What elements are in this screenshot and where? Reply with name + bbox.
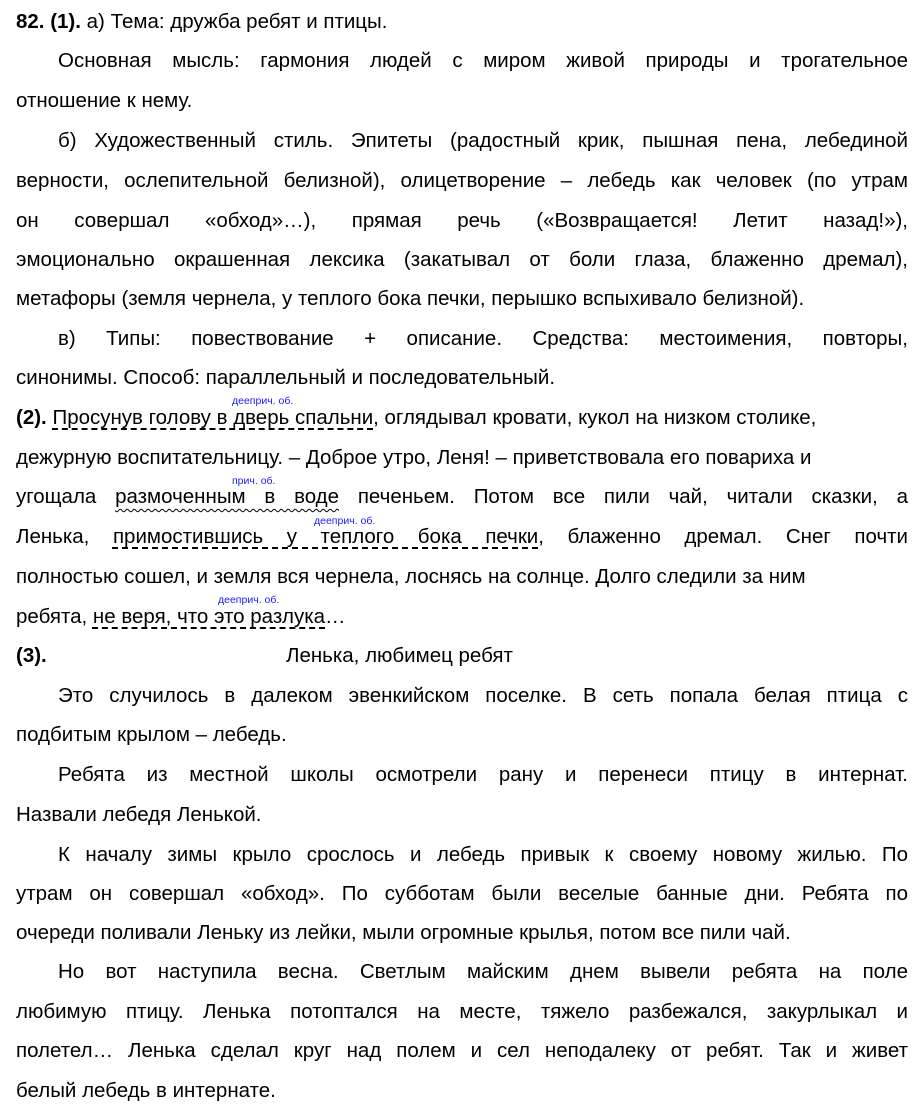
story-line-7: очереди поливали Леньку из лейки, мыли огромные крылья, потом все пили чай.: [16, 921, 791, 944]
part2-label: (2).: [16, 406, 47, 429]
story-title: Ленька, любимец ребят: [286, 644, 513, 667]
part2-line-6-before: ребята,: [16, 605, 93, 628]
story-line-1: Это случилось в далеком эвенкийском поселке. В сеть попала белая птица с: [58, 684, 908, 707]
style-line-4: эмоционально окрашенная лексика (закатывал от боли глаза, блаженно дремал),: [16, 248, 908, 271]
part3-heading-line: [16, 641, 908, 671]
part1-label: (1).: [50, 10, 81, 33]
part2-line-4-before: Ленька,: [16, 525, 113, 548]
story-line-2: подбитым крылом – лебедь.: [16, 723, 287, 746]
task-number: 82.: [16, 10, 45, 33]
story-line-3: Ребята из местной школы осмотрели рану и перенеси птицу в интернат.: [58, 763, 908, 786]
part1-line-theme: [16, 7, 908, 37]
annotation-adverbial-participle-1: деeприч. об.: [232, 395, 294, 407]
style-line-2: верности, ослепительной белизной), олицетворение – лебедь как человек (по утрам: [16, 169, 908, 192]
annotation-participle: прич. об.: [232, 475, 276, 487]
main-idea-line-1: Основная мысль: гармония людей с миром живой природы и трогательное: [58, 49, 908, 72]
style-line-3: он совершал «обход»…), прямая речь («Возвращается! Летит назад!»),: [16, 209, 908, 232]
annotation-adverbial-participle-3: деeприч. об.: [218, 594, 280, 606]
participial-phrase: размоченным в воде: [115, 485, 340, 508]
participle-phrase-3: не веря, что это разлука: [92, 605, 326, 628]
part2-line-6: [16, 602, 908, 632]
theme-text: а) Тема: дружба ребят и птицы.: [86, 10, 388, 33]
participle-phrase-1: Просунув голову в дверь спальни: [52, 406, 374, 429]
types-line-2: синонимы. Способ: параллельный и последовательный.: [16, 366, 556, 389]
story-line-11: белый лебедь в интернате.: [16, 1079, 276, 1102]
annotation-adverbial-participle-2: деeприч. об.: [314, 515, 376, 527]
story-line-5: К началу зимы крыло срослось и лебедь привык к своему новому жилью. По: [58, 843, 908, 866]
style-line-1: б) Художественный стиль. Эпитеты (радостный крик, пышная пена, лебединой: [58, 129, 908, 152]
part2-line-6-after: …: [325, 605, 346, 628]
story-line-6: утрам он совершал «обход». По субботам были веселые банные дни. Ребята по: [16, 882, 908, 905]
story-line-10: полетел… Ленька сделал круг над полем и сел неподалеку от ребят. Так и живет: [16, 1039, 908, 1062]
part2-line-1-rest: , оглядывал кровати, кукол на низком столике,: [373, 406, 817, 429]
part2-line-1: [16, 403, 908, 433]
part2-line-2: дежурную воспитательницу. – Доброе утро, Леня! – приветствовала его повариха и: [16, 446, 812, 469]
part3-label: (3).: [16, 644, 47, 667]
types-line-1: в) Типы: повествование + описание. Средства: местоимения, повторы,: [58, 327, 908, 350]
part2-line-3: [16, 482, 908, 512]
style-line-5: метафоры (земля чернела, у теплого бока печки, перышко вспыхивало белизной).: [16, 287, 805, 310]
main-idea-line-2: отношение к нему.: [16, 89, 193, 112]
part2-line-3-after: печеньем. Потом все пили чай, читали сказки, а: [357, 485, 908, 508]
participle-phrase-2: примостившись у теплого бока печки: [112, 525, 539, 548]
part2-line-3-before: угощала: [16, 485, 116, 508]
story-line-9: любимую птицу. Ленька потоптался на месте, тяжело разбежался, закурлыкал и: [16, 1000, 908, 1023]
part2-line-5: полностью сошел, и земля вся чернела, лоснясь на солнце. Долго следили за ним: [16, 565, 806, 588]
story-line-8: Но вот наступила весна. Светлым майским днем вывели ребята на поле: [58, 960, 908, 983]
part2-line-4-after: , блаженно дремал. Снег почти: [538, 525, 909, 548]
story-line-4: Назвали лебедя Ленькой.: [16, 803, 262, 826]
part2-line-4: [16, 522, 908, 552]
